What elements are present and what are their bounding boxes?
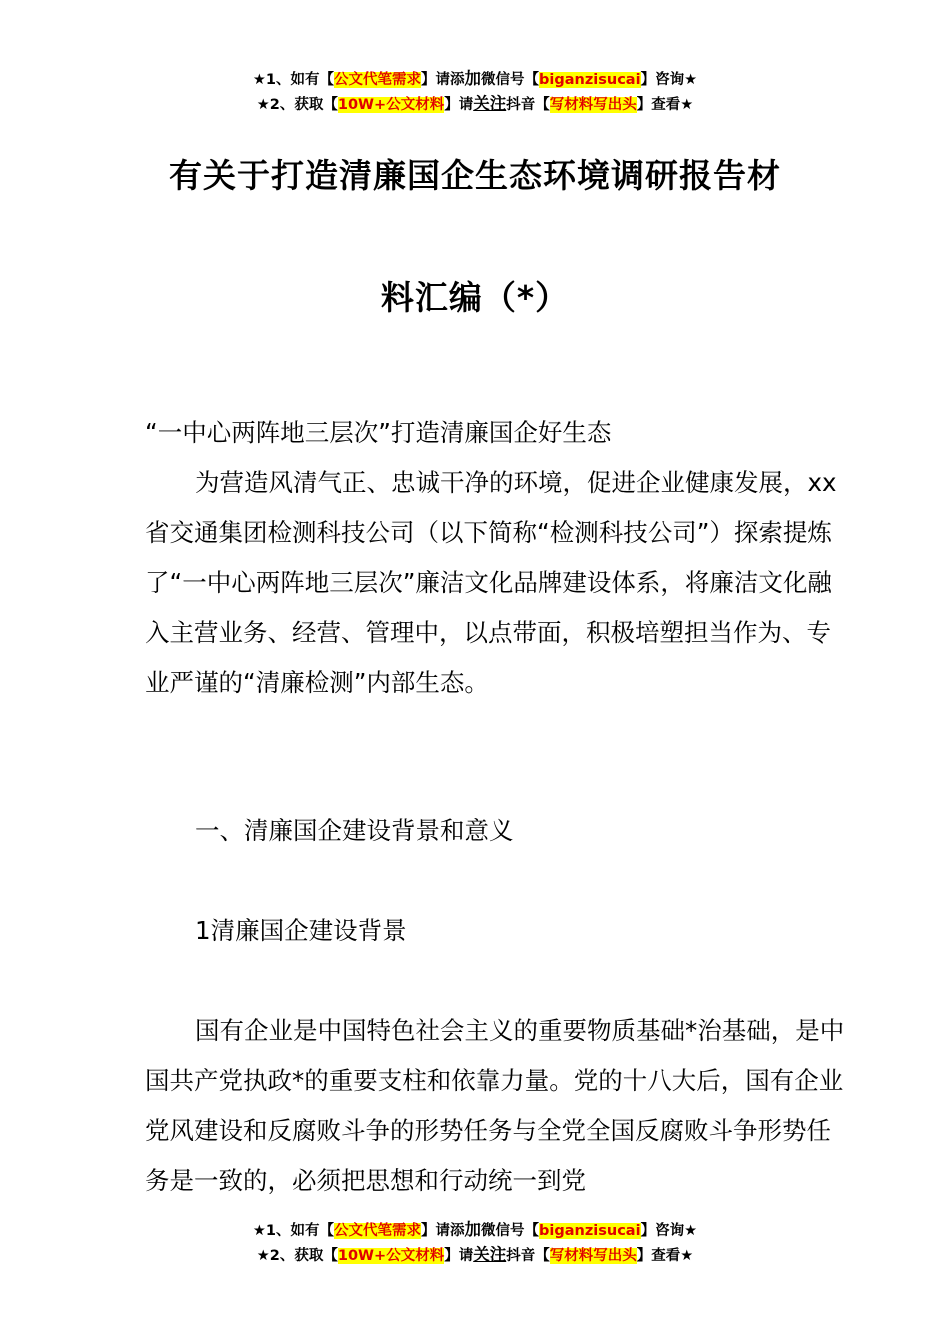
- subsection-heading: 1清廉国企建设背景: [195, 916, 407, 945]
- document-title-line-1: 有关于打造清廉国企生态环境调研报告材: [169, 156, 781, 195]
- banner-text: ★2、获取【: [256, 97, 338, 113]
- banner-line-1: [0, 1218, 950, 1243]
- section-heading: 一、清廉国企建设背景和意义: [195, 816, 514, 845]
- highlight-douyin-account: 写材料写出头: [549, 1248, 637, 1264]
- document-subtitle: “一中心两阵地三层次”打造清廉国企好生态: [145, 418, 612, 447]
- highlight-douyin-account: 写材料写出头: [549, 97, 637, 113]
- highlight-materials: 10W+公文材料: [337, 1248, 445, 1264]
- banner-line-1: [0, 67, 950, 92]
- banner-text: 】咨询★: [640, 72, 698, 88]
- banner-text: 】请添: [421, 72, 465, 88]
- banner-text: 】查看★: [636, 97, 694, 113]
- highlight-writing-service: 公文代笔需求: [334, 72, 422, 88]
- banner-text: 关注: [473, 1245, 507, 1264]
- banner-text: 】请: [444, 97, 474, 113]
- banner-line-2: [0, 92, 950, 117]
- header-banner: [0, 67, 950, 117]
- document-title-line-2: 料汇编（*）: [380, 278, 570, 317]
- banner-text: 微信号【: [481, 1223, 540, 1239]
- footer-banner: [0, 1218, 950, 1268]
- banner-text: 加: [464, 1220, 482, 1239]
- banner-text: ★1、如有【: [252, 1223, 335, 1239]
- banner-text: 关注: [473, 94, 507, 113]
- banner-text: 】咨询★: [640, 1223, 698, 1239]
- highlight-writing-service: 公文代笔需求: [334, 1223, 422, 1239]
- banner-text: ★1、如有【: [252, 72, 335, 88]
- banner-text: 微信号【: [481, 72, 540, 88]
- banner-text: 】查看★: [636, 1248, 694, 1264]
- banner-text: 】请: [444, 1248, 474, 1264]
- banner-text: 抖音【: [506, 97, 550, 113]
- banner-text: 抖音【: [506, 1248, 550, 1264]
- body-paragraph: 国有企业是中国特色社会主义的重要物质基础*治基础，是中国共产党执政*的重要支柱和依靠力量。党的十八大后，国有企业党风建设和反腐败斗争的形势任务与全党全国反腐败斗争形势任务是一致的，必须把思想和行动统一到党: [145, 1016, 845, 1195]
- highlight-wechat-id: biganzisucai: [539, 1223, 641, 1239]
- banner-text: ★2、获取【: [256, 1248, 338, 1264]
- highlight-wechat-id: biganzisucai: [539, 72, 641, 88]
- banner-text: 加: [464, 69, 482, 88]
- banner-text: 】请添: [421, 1223, 465, 1239]
- banner-line-2: [0, 1243, 950, 1268]
- highlight-materials: 10W+公文材料: [337, 97, 445, 113]
- intro-paragraph: 为营造风清气正、忠诚干净的环境，促进企业健康发展，xx省交通集团检测科技公司（以下简称“检测科技公司”）探索提炼了“一中心两阵地三层次”廉洁文化品牌建设体系，将廉洁文化融入主营业务、经营、管理中，以点带面，积极培塑担当作为、专业严谨的“清廉检测”内部生态。: [145, 468, 837, 697]
